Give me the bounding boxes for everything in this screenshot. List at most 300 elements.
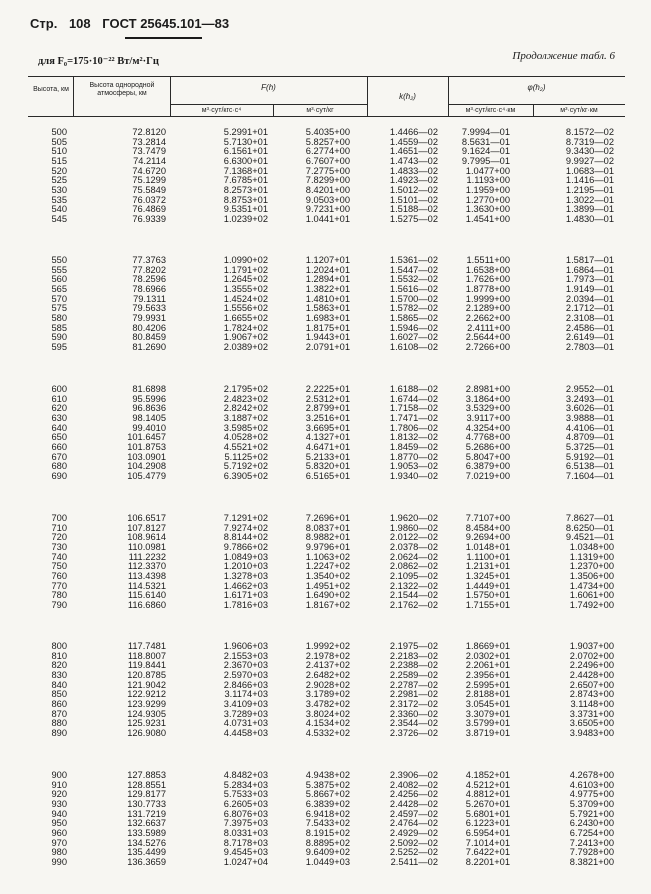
phi-unit2-cell: 8.7319—02 — [565, 136, 614, 147]
phi-unit2-cell: 6.5138—01 — [565, 461, 614, 472]
F-unit1-cell: 7.3975+03 — [223, 818, 268, 829]
k-cell: 1.5012—02 — [389, 184, 438, 195]
k-cell: 2.3544—02 — [389, 718, 438, 729]
F-unit2-cell: 1.9992+02 — [305, 641, 350, 651]
F-unit2-cell: 1.1207+01 — [305, 255, 350, 265]
altitude-cell: 710 — [51, 522, 67, 533]
phi-unit1-cell: 1.0477+00 — [465, 165, 510, 176]
F-unit1-cell: 3.5985+02 — [223, 422, 268, 433]
F-unit1-cell: 8.7178+03 — [223, 837, 268, 848]
scale-height-cell: 103.0901 — [127, 451, 166, 462]
F-unit1-cell: 1.9606+03 — [223, 641, 268, 651]
altitude-cell: 630 — [51, 412, 67, 423]
col-header-k: k(h₂) — [399, 92, 416, 101]
phi-unit1-cell: 5.2686+00 — [465, 441, 510, 452]
k-cell: 1.8770—02 — [389, 451, 438, 462]
scale-height-cell: 131.7219 — [127, 808, 166, 819]
col-header-altitude: Высота, км — [33, 86, 69, 93]
altitude-cell: 670 — [51, 451, 67, 462]
F-unit2-cell: 1.1063+02 — [305, 551, 350, 562]
phi-unit2-cell: 9.9927—02 — [565, 155, 614, 166]
phi-unit1-cell: 1.3630+00 — [465, 204, 510, 215]
phi-unit1-cell: 9.1624—01 — [461, 146, 510, 157]
phi-unit1-cell: 3.9117+00 — [466, 412, 510, 423]
F-unit1-cell: 1.6171+03 — [223, 590, 268, 601]
phi-unit1-cell: 1.4541+00 — [465, 213, 510, 224]
phi-unit1-cell: 6.1223+01 — [465, 818, 510, 829]
F-unit2-cell: 6.5165+01 — [305, 470, 350, 481]
phi-unit2-cell: 9.3430—02 — [565, 146, 614, 157]
phi-unit1-cell: 5.8047+00 — [465, 451, 510, 462]
scale-height-cell: 80.4206 — [132, 322, 166, 333]
scale-height-cell: 77.8202 — [132, 264, 166, 275]
F-unit2-cell: 6.7607+00 — [305, 155, 350, 166]
phi-unit2-cell: 4.4106—01 — [565, 422, 614, 433]
F-unit2-cell: 9.9796+01 — [305, 541, 350, 552]
phi-unit2-cell: 1.4830—01 — [565, 213, 614, 224]
F-unit1-cell: 6.1561+01 — [223, 146, 268, 157]
phi-unit2-cell: 7.8627—01 — [565, 513, 614, 523]
F-unit1-cell: 5.2991+01 — [223, 127, 268, 137]
F-unit1-cell: 1.0239+02 — [223, 213, 268, 224]
k-cell: 1.9053—02 — [389, 461, 438, 472]
altitude-cell: 525 — [51, 175, 67, 186]
altitude-cell: 940 — [51, 808, 67, 819]
scale-height-cell: 79.9931 — [132, 312, 166, 323]
k-cell: 1.5865—02 — [389, 312, 438, 323]
k-cell: 1.4651—02 — [389, 146, 438, 157]
F-unit1-cell: 6.3905+02 — [223, 470, 268, 481]
F-unit2-cell: 1.4951+02 — [305, 580, 350, 591]
scale-height-cell: 77.3763 — [132, 255, 166, 265]
phi-unit1-cell: 1.1959+00 — [465, 184, 510, 195]
scale-height-cell: 130.7733 — [127, 798, 166, 809]
phi-unit1-cell: 1.1193+00 — [466, 175, 510, 186]
F-unit2-cell: 6.3839+02 — [305, 798, 350, 809]
altitude-cell: 660 — [51, 441, 67, 452]
scale-height-cell: 104.2908 — [127, 461, 166, 472]
phi-unit2-cell: 1.5817—01 — [565, 255, 614, 265]
k-cell: 2.4597—02 — [389, 808, 438, 819]
k-cell: 1.4833—02 — [389, 165, 438, 176]
phi-unit2-cell: 3.6026—01 — [565, 403, 614, 414]
F-unit1-cell: 7.9274+02 — [223, 522, 268, 533]
F-unit2-cell: 3.4782+02 — [305, 698, 350, 709]
k-cell: 1.6744—02 — [389, 393, 438, 404]
k-cell: 1.8132—02 — [389, 432, 438, 443]
F-unit1-cell: 1.4662+03 — [223, 580, 268, 591]
F-unit1-cell: 1.5556+02 — [223, 303, 268, 314]
F-unit1-cell: 3.4109+03 — [223, 698, 268, 709]
phi-unit1-cell: 3.5799+01 — [465, 718, 510, 729]
phi-unit1-cell: 9.2694+00 — [465, 532, 510, 543]
F-unit1-cell: 2.8466+03 — [223, 679, 268, 690]
k-cell: 1.8459—02 — [389, 441, 438, 452]
F-unit1-cell: 4.8482+03 — [223, 770, 268, 780]
altitude-cell: 790 — [51, 599, 67, 610]
altitude-cell: 900 — [51, 770, 67, 780]
scale-height-cell: 112.3370 — [127, 561, 166, 572]
altitude-cell: 890 — [51, 727, 67, 738]
phi-unit1-cell: 6.3879+00 — [465, 461, 510, 472]
phi-unit2-cell: 1.1416—01 — [565, 175, 614, 186]
scale-height-cell: 99.4010 — [132, 422, 166, 433]
header-bottom-rule — [28, 116, 625, 117]
phi-unit2-cell: 1.4734+00 — [569, 580, 614, 591]
k-cell: 1.5782—02 — [389, 303, 438, 314]
altitude-cell: 720 — [51, 532, 67, 543]
standard-code: ГОСТ 25645.101—83 — [102, 16, 230, 31]
k-cell: 1.5275—02 — [389, 213, 438, 224]
phi-unit1-cell: 7.0219+00 — [465, 470, 510, 481]
altitude-cell: 555 — [51, 264, 67, 275]
header-underline — [125, 37, 202, 39]
F-unit1-cell: 4.0528+02 — [223, 432, 268, 443]
F-unit2-cell: 1.2247+02 — [305, 561, 350, 572]
F-unit2-cell: 8.4201+00 — [305, 184, 350, 195]
F-unit2-cell: 4.6471+01 — [305, 441, 350, 452]
F-unit2-cell: 9.7231+00 — [305, 204, 350, 215]
F-unit2-cell: 9.6409+02 — [305, 847, 350, 858]
k-cell: 2.2183—02 — [389, 650, 438, 661]
F-unit2-cell: 1.2894+01 — [305, 274, 350, 285]
altitude-cell: 780 — [51, 590, 67, 601]
F-unit2-cell: 4.5332+02 — [305, 727, 350, 738]
altitude-cell: 840 — [51, 679, 67, 690]
phi-unit1-cell: 7.9994—01 — [461, 127, 510, 137]
phi-unit2-cell: 2.0394—01 — [565, 293, 614, 304]
altitude-cell: 520 — [51, 165, 67, 176]
F-unit1-cell: 8.8753+01 — [223, 194, 268, 205]
phi-unit1-cell: 1.2770+00 — [465, 194, 510, 205]
phi-unit1-cell: 1.8778+00 — [465, 283, 510, 294]
phi-unit1-cell: 8.4584+00 — [465, 522, 510, 533]
k-cell: 2.0624—02 — [389, 551, 438, 562]
scale-height-cell: 111.2232 — [128, 551, 166, 562]
k-cell: 1.9860—02 — [389, 522, 438, 533]
k-cell: 2.2981—02 — [389, 689, 438, 700]
altitude-cell: 770 — [51, 580, 67, 591]
k-cell: 1.7158—02 — [389, 403, 438, 414]
F-unit2-cell: 8.1915+02 — [305, 827, 350, 838]
phi-unit2-cell: 4.8709—01 — [565, 432, 614, 443]
scale-height-cell: 107.8127 — [127, 522, 166, 533]
F-unit1-cell: 1.0849+03 — [223, 551, 268, 562]
F-unit1-cell: 5.7130+01 — [223, 136, 268, 147]
F-unit2-cell: 6.2774+00 — [305, 146, 350, 157]
phi-unit2-cell: 5.3725—01 — [565, 441, 614, 452]
altitude-cell: 700 — [51, 513, 67, 523]
altitude-cell: 960 — [51, 827, 67, 838]
phi-unit1-cell: 1.0148+01 — [465, 541, 510, 552]
phi-unit1-cell: 2.3956+01 — [465, 669, 510, 680]
k-cell: 1.7806—02 — [389, 422, 438, 433]
F-unit1-cell: 5.1125+02 — [224, 451, 268, 462]
phi-unit1-cell: 2.0302+01 — [465, 650, 510, 661]
scale-height-cell: 95.5996 — [132, 393, 166, 404]
scale-height-cell: 116.6860 — [127, 599, 166, 610]
phi-unit2-cell: 2.0702+00 — [569, 650, 614, 661]
altitude-cell: 505 — [51, 136, 67, 147]
altitude-cell: 565 — [51, 283, 67, 294]
scale-height-cell: 72.8120 — [132, 127, 166, 137]
altitude-cell: 920 — [51, 789, 67, 800]
phi-unit2-cell: 4.9775+00 — [569, 789, 614, 800]
F-unit2-cell: 1.2024+01 — [305, 264, 350, 275]
phi-unit1-cell: 4.7768+00 — [465, 432, 510, 443]
phi-unit1-cell: 3.5329+00 — [465, 403, 510, 414]
F-unit1-cell: 1.3555+02 — [223, 283, 268, 294]
phi-unit1-cell: 4.5212+01 — [465, 779, 510, 790]
phi-unit2-cell: 7.1604—01 — [565, 470, 614, 481]
scale-height-cell: 73.7479 — [132, 146, 166, 157]
F-unit2-cell: 1.8175+01 — [305, 322, 350, 333]
phi-unit1-cell: 2.5644+00 — [465, 332, 510, 343]
F-unit1-cell: 2.4823+02 — [223, 393, 268, 404]
phi-unit1-cell: 2.5995+01 — [465, 679, 510, 690]
phi-unit2-cell: 8.3821+00 — [569, 856, 614, 867]
scale-height-cell: 76.4869 — [132, 204, 166, 215]
F-unit1-cell: 3.7289+03 — [223, 708, 268, 719]
k-cell: 1.5946—02 — [389, 322, 438, 333]
F-unit1-cell: 7.1368+01 — [223, 165, 268, 176]
altitude-cell: 640 — [51, 422, 67, 433]
scale-height-cell: 123.9299 — [127, 698, 166, 709]
F-subheader-rule — [170, 104, 367, 105]
scale-height-cell: 75.5849 — [132, 184, 166, 195]
col-header-scale-height: Высота однородной атмосферы, км — [89, 82, 155, 97]
phi-unit2-cell: 8.6250—01 — [565, 522, 614, 533]
scale-height-cell: 78.6966 — [132, 283, 166, 294]
k-cell: 2.0378—02 — [389, 541, 438, 552]
k-cell: 1.5188—02 — [389, 204, 438, 215]
col-header-phi-unit2: м³·сут/кг·км — [560, 107, 598, 114]
phi-unit2-cell: 2.9552—01 — [565, 384, 614, 394]
col-header-F-unit1: м³·сут/кгс·с⁴ — [201, 107, 242, 114]
phi-unit2-cell: 1.7973—01 — [565, 274, 614, 285]
F-unit2-cell: 1.3822+01 — [305, 283, 350, 294]
altitude-cell: 515 — [51, 155, 67, 166]
altitude-cell: 930 — [51, 798, 67, 809]
altitude-cell: 560 — [51, 274, 67, 285]
k-cell: 1.4559—02 — [389, 136, 438, 147]
altitude-cell: 870 — [51, 708, 67, 719]
altitude-cell: 535 — [51, 194, 67, 205]
phi-unit2-cell: 1.1319+00 — [569, 551, 614, 562]
k-cell: 2.2589—02 — [389, 669, 438, 680]
phi-unit2-cell: 1.3506+00 — [569, 570, 614, 581]
scale-height-cell: 101.8753 — [127, 441, 166, 452]
k-cell: 1.5616—02 — [389, 283, 438, 294]
phi-unit2-cell: 1.3022—01 — [565, 194, 614, 205]
phi-unit1-cell: 3.8719+01 — [465, 727, 510, 738]
phi-unit1-cell: 2.2061+01 — [465, 660, 510, 671]
phi-unit2-cell: 4.2678+00 — [569, 770, 614, 780]
phi-unit2-cell: 3.9888—01 — [565, 412, 614, 423]
F-unit1-cell: 7.6785+01 — [223, 175, 268, 186]
phi-unit1-cell: 6.5954+01 — [465, 827, 510, 838]
altitude-cell: 590 — [51, 332, 67, 343]
scale-height-cell: 136.3659 — [127, 856, 166, 867]
F-unit2-cell: 8.8895+02 — [305, 837, 350, 848]
k-cell: 2.1322—02 — [389, 580, 438, 591]
phi-unit2-cell: 1.2195—01 — [565, 184, 614, 195]
phi-unit1-cell: 8.5631—01 — [461, 136, 510, 147]
F-unit1-cell: 1.9067+02 — [223, 332, 268, 343]
F-unit1-cell: 1.2010+03 — [223, 561, 268, 572]
phi-unit1-cell: 4.3254+00 — [465, 422, 510, 433]
F-unit2-cell: 6.9418+02 — [305, 808, 350, 819]
altitude-cell: 820 — [51, 660, 67, 671]
k-cell: 2.1762—02 — [389, 599, 438, 610]
k-cell: 1.5700—02 — [389, 293, 438, 304]
scale-height-cell: 134.5276 — [127, 837, 166, 848]
k-cell: 2.4929—02 — [389, 827, 438, 838]
page-label: Стр. — [30, 16, 58, 31]
k-cell: 2.2388—02 — [389, 660, 438, 671]
F-unit1-cell: 8.8144+02 — [223, 532, 268, 543]
phi-unit2-cell: 2.6507+00 — [569, 679, 614, 690]
k-cell: 2.5411—02 — [390, 856, 438, 867]
k-cell: 2.5092—02 — [389, 837, 438, 848]
table-subtitle: для F₀=175·10⁻²² Вт/м²·Гц — [38, 56, 159, 67]
col-header-F-unit2: м³·сут/кг — [306, 107, 334, 114]
scale-height-cell: 120.8785 — [127, 669, 166, 680]
k-cell: 1.6188—02 — [389, 384, 438, 394]
k-cell: 1.5361—02 — [389, 255, 438, 265]
k-cell: 1.4923—02 — [389, 175, 438, 186]
scale-height-cell: 80.8459 — [132, 332, 166, 343]
scale-height-cell: 105.4779 — [127, 470, 166, 481]
k-cell: 2.1544—02 — [389, 590, 438, 601]
phi-unit1-cell: 1.5511+00 — [466, 255, 510, 265]
F-unit2-cell: 1.0441+01 — [305, 213, 350, 224]
F-unit2-cell: 2.6482+02 — [305, 669, 350, 680]
F-unit1-cell: 2.1553+03 — [223, 650, 268, 661]
F-unit2-cell: 1.3540+02 — [305, 570, 350, 581]
F-unit1-cell: 8.0331+03 — [223, 827, 268, 838]
phi-unit2-cell: 7.2413+00 — [569, 837, 614, 848]
phi-unit2-cell: 2.2496+00 — [569, 660, 614, 671]
phi-unit2-cell: 3.9483+00 — [569, 727, 614, 738]
altitude-cell: 575 — [51, 303, 67, 314]
F-unit1-cell: 9.5351+01 — [223, 204, 268, 215]
phi-unit2-cell: 5.3709+00 — [569, 798, 614, 809]
altitude-cell: 650 — [51, 432, 67, 443]
phi-unit2-cell: 4.6103+00 — [569, 779, 614, 790]
scale-height-cell: 114.5321 — [127, 580, 166, 591]
scale-height-cell: 81.6898 — [132, 384, 166, 394]
scale-height-cell: 78.2596 — [132, 274, 166, 285]
F-unit2-cell: 2.5312+01 — [305, 393, 350, 404]
phi-unit2-cell: 2.6149—01 — [565, 332, 614, 343]
F-unit2-cell: 5.3875+02 — [305, 779, 350, 790]
altitude-cell: 550 — [51, 255, 67, 265]
F-unit1-cell: 6.8076+03 — [223, 808, 268, 819]
phi-unit2-cell: 2.4586—01 — [565, 322, 614, 333]
F-unit2-cell: 3.2516+01 — [305, 412, 350, 423]
phi-unit2-cell: 1.7492+00 — [569, 599, 614, 610]
phi-unit1-cell: 1.9999+00 — [465, 293, 510, 304]
scale-height-cell: 76.9339 — [132, 213, 166, 224]
table-row — [28, 858, 625, 868]
phi-unit1-cell: 7.6422+01 — [465, 847, 510, 858]
scale-height-cell: 133.5989 — [127, 827, 166, 838]
table-row — [28, 729, 625, 739]
k-cell: 2.3172—02 — [389, 698, 438, 709]
F-unit2-cell: 3.1789+02 — [305, 689, 350, 700]
phi-unit1-cell: 3.1864+00 — [465, 393, 510, 404]
k-cell: 2.1975—02 — [389, 641, 438, 651]
F-unit1-cell: 1.0247+04 — [223, 856, 268, 867]
F-unit1-cell: 4.4458+03 — [223, 727, 268, 738]
phi-unit2-cell: 1.6864—01 — [565, 264, 614, 275]
F-unit2-cell: 2.8799+01 — [305, 403, 350, 414]
F-unit2-cell: 2.9028+02 — [305, 679, 350, 690]
altitude-cell: 950 — [51, 818, 67, 829]
phi-unit1-cell: 1.3245+01 — [465, 570, 510, 581]
phi-unit1-cell: 7.7107+00 — [465, 513, 510, 523]
phi-unit2-cell: 2.3108—01 — [565, 312, 614, 323]
F-unit2-cell: 5.8320+01 — [305, 461, 350, 472]
scale-height-cell: 125.9231 — [127, 718, 166, 729]
altitude-cell: 860 — [51, 698, 67, 709]
F-unit2-cell: 5.8257+00 — [305, 136, 350, 147]
k-cell: 2.4256—02 — [389, 789, 438, 800]
phi-unit1-cell: 1.7626+00 — [465, 274, 510, 285]
phi-unit1-cell: 9.7995—01 — [461, 155, 510, 166]
phi-unit2-cell: 1.9037+00 — [569, 641, 614, 651]
k-cell: 1.9340—02 — [389, 470, 438, 481]
altitude-cell: 540 — [51, 204, 67, 215]
altitude-cell: 610 — [51, 393, 67, 404]
k-cell: 2.0122—02 — [389, 532, 438, 543]
F-unit2-cell: 1.6490+02 — [305, 590, 350, 601]
table-top-rule — [28, 76, 625, 77]
phi-unit2-cell: 5.9192—01 — [565, 451, 614, 462]
F-unit2-cell: 5.2133+01 — [305, 451, 350, 462]
phi-unit1-cell: 1.2131+01 — [465, 561, 510, 572]
continuation-note: Продолжение табл. 6 — [512, 50, 615, 62]
altitude-cell: 595 — [51, 341, 67, 352]
F-unit1-cell: 6.6300+01 — [223, 155, 268, 166]
k-cell: 2.0862—02 — [389, 561, 438, 572]
altitude-cell: 970 — [51, 837, 67, 848]
phi-unit1-cell: 2.8981+00 — [465, 384, 510, 394]
phi-unit1-cell: 1.7155+01 — [465, 599, 510, 610]
F-unit1-cell: 3.1887+02 — [223, 412, 268, 423]
F-unit1-cell: 4.0731+03 — [223, 718, 268, 729]
scale-height-cell: 73.2814 — [132, 136, 166, 147]
phi-unit2-cell: 3.1148+00 — [570, 698, 614, 709]
phi-unit2-cell: 2.1712—01 — [565, 303, 614, 314]
F-unit1-cell: 5.7533+03 — [223, 789, 268, 800]
phi-unit1-cell: 2.2662+00 — [465, 312, 510, 323]
scale-height-cell: 115.6140 — [127, 590, 166, 601]
phi-unit1-cell: 5.6801+01 — [465, 808, 510, 819]
F-unit1-cell: 8.2573+01 — [223, 184, 268, 195]
F-unit1-cell: 1.7816+03 — [223, 599, 268, 610]
F-unit1-cell: 4.5521+02 — [223, 441, 268, 452]
scale-height-cell: 119.8441 — [127, 660, 166, 671]
phi-unit2-cell: 3.6505+00 — [569, 718, 614, 729]
scale-height-cell: 75.1299 — [132, 175, 166, 186]
altitude-cell: 690 — [51, 470, 67, 481]
phi-unit1-cell: 7.1014+01 — [465, 837, 510, 848]
scale-height-cell: 74.6720 — [132, 165, 166, 176]
phi-unit1-cell: 8.2201+01 — [465, 856, 510, 867]
phi-unit2-cell: 2.8743+00 — [569, 689, 614, 700]
